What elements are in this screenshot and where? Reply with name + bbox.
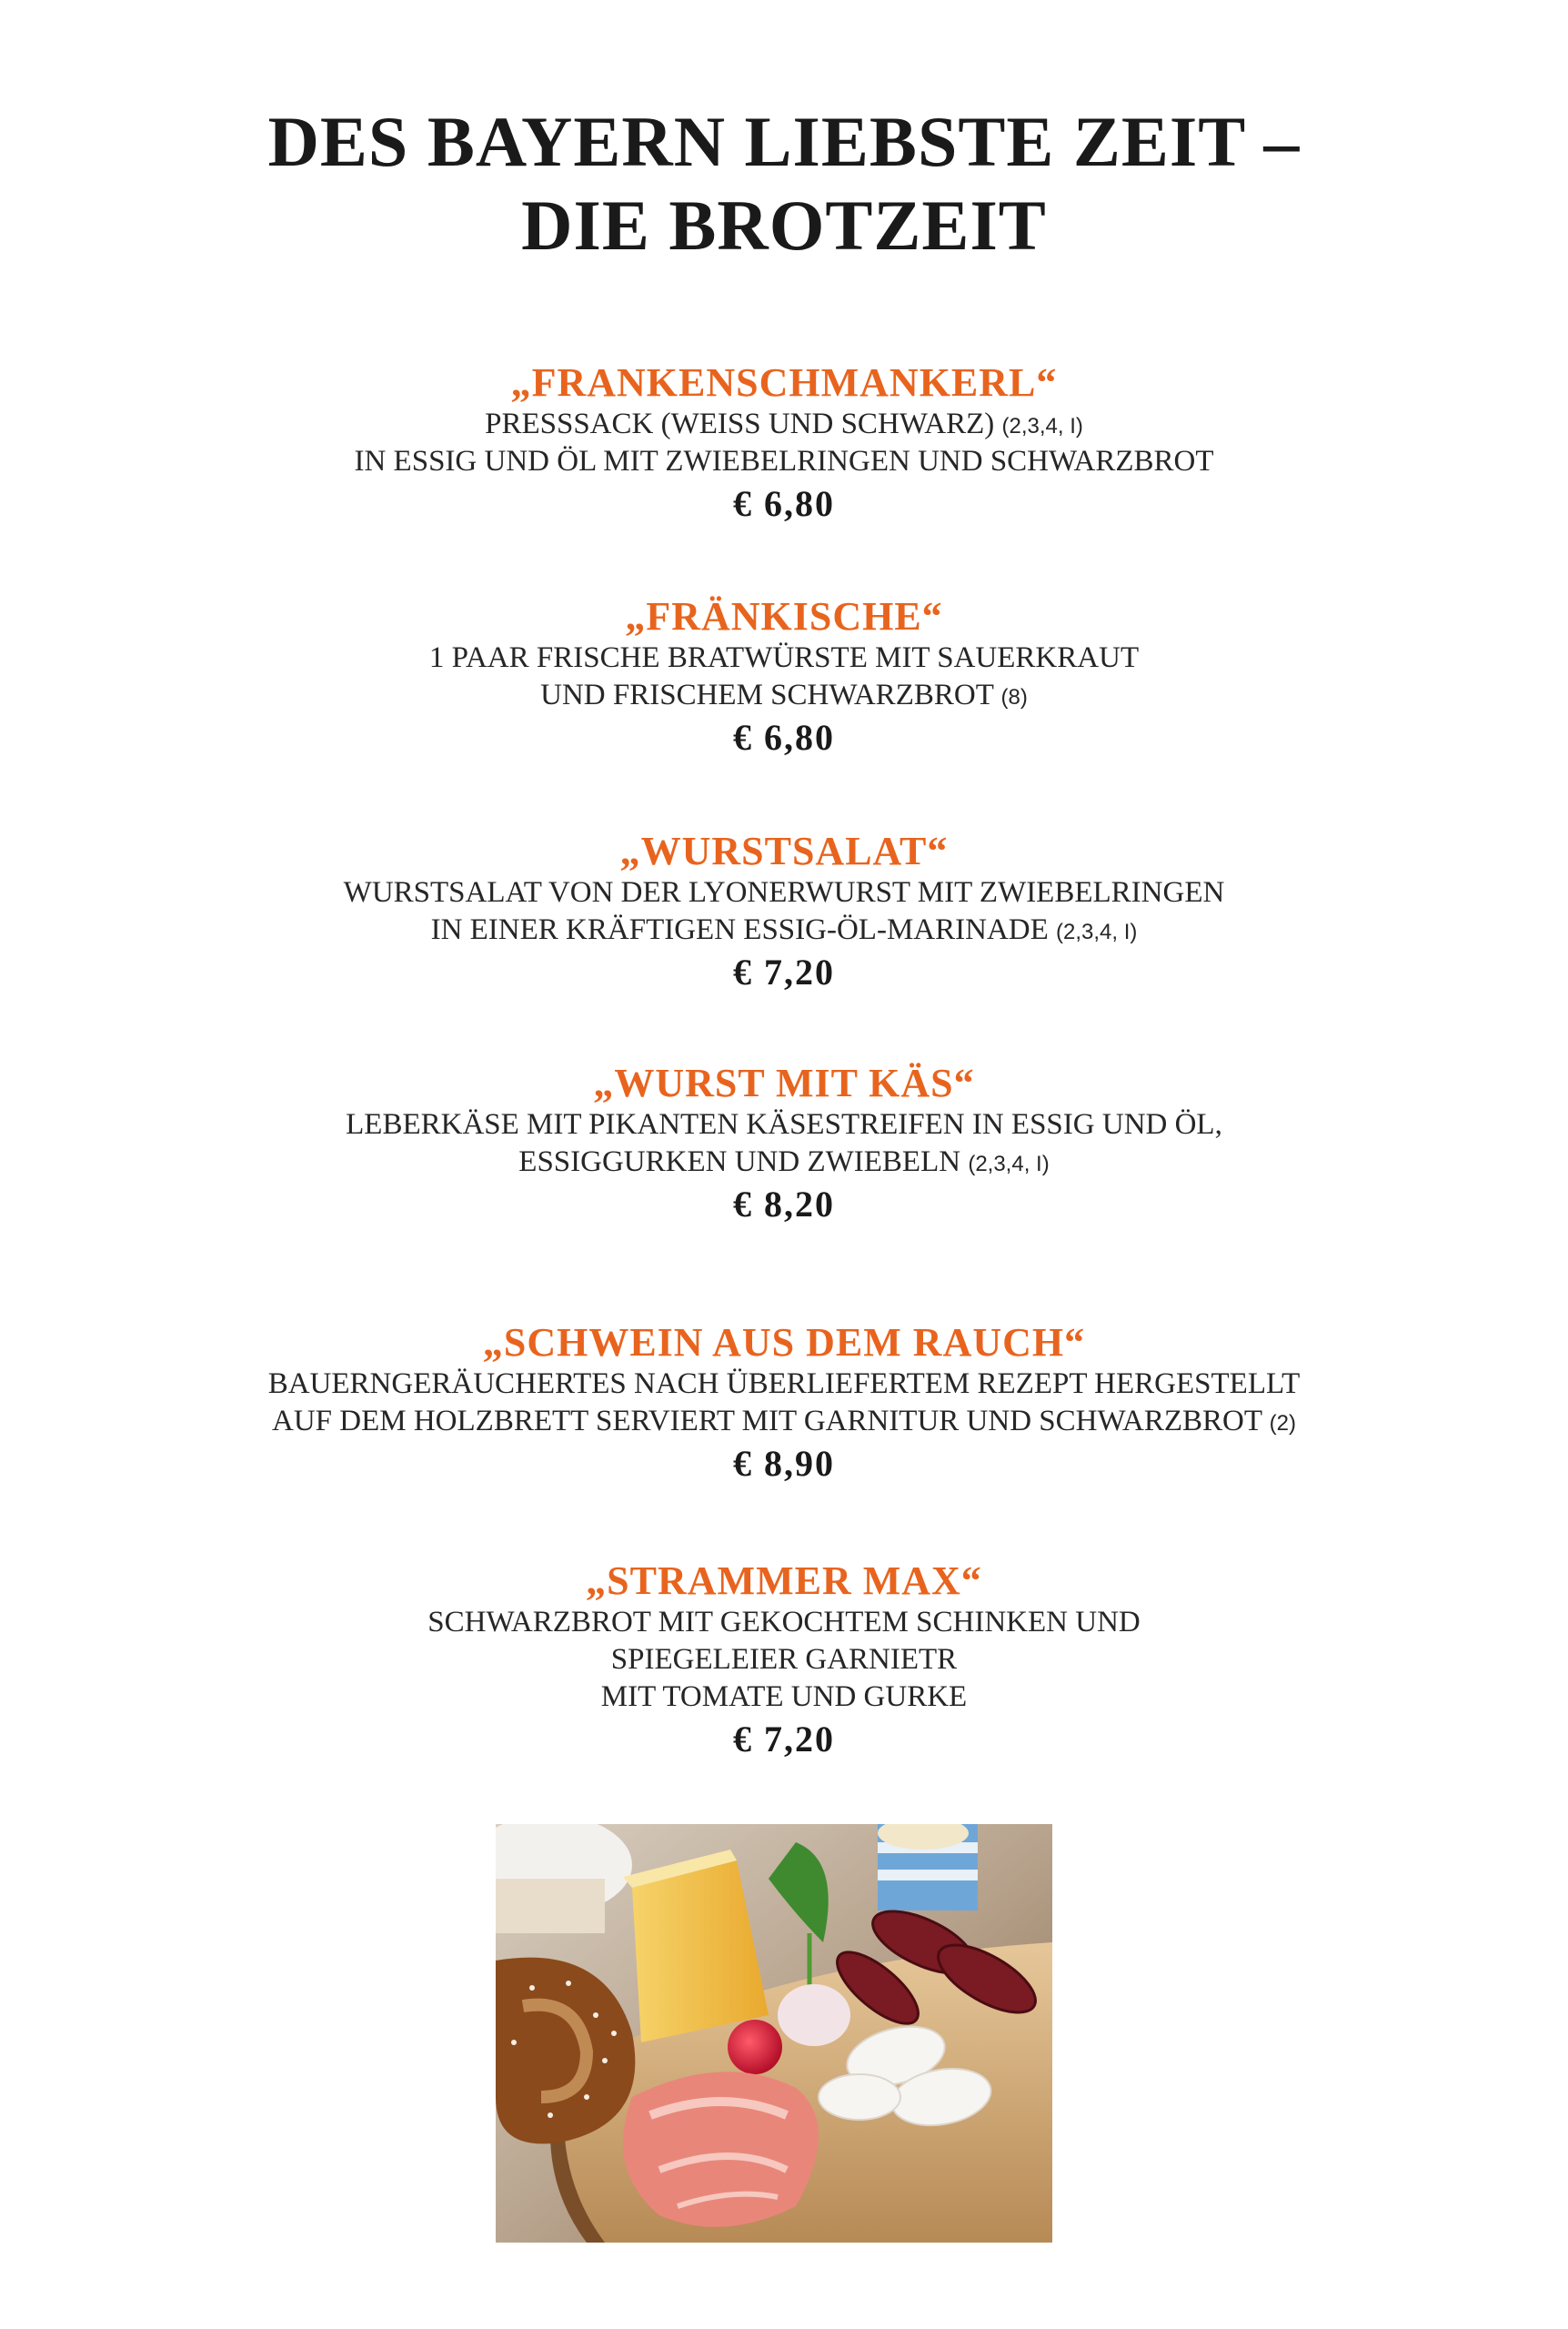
menu-item-description-line: AUF DEM HOLZBRETT SERVIERT MIT GARNITUR UND SCHWARZBROT (2) — [272, 1405, 1296, 1437]
menu-item-description-line: BAUERNGERÄUCHERTES NACH ÜBERLIEFERTEM REZEPT HERGESTELLT — [267, 1367, 1301, 1400]
menu-item-description-line: UND FRISCHEM SCHWARZBROT (8) — [540, 679, 1028, 711]
menu-item-description-line: IN EINER KRÄFTIGEN ESSIG-ÖL-MARINADE (2,3,4, I) — [430, 913, 1138, 946]
menu-item-frankenschmankerl — [0, 359, 1568, 527]
brotzeit-food-photo — [496, 1824, 1052, 2243]
allergen-codes: (2,3,4, I) — [968, 1152, 1050, 1176]
menu-item-description-line: SCHWARZBROT MIT GEKOCHTEM SCHINKEN UND — [427, 1606, 1141, 1638]
menu-item-description-line: 1 PAAR FRISCHE BRATWÜRSTE MIT SAUERKRAUT — [428, 641, 1140, 674]
menu-item-description-line: IN ESSIG UND ÖL MIT ZWIEBELRINGEN UND SCHWARZBROT — [354, 445, 1214, 478]
menu-item-name: „WURST MIT KÄS“ — [593, 1061, 975, 1105]
page-title — [0, 100, 1568, 267]
menu-item-price: € 6,80 — [733, 483, 835, 524]
allergen-codes: (2,3,4, I) — [1056, 920, 1138, 944]
menu-item-description-line: ESSIGGURKEN UND ZWIEBELN (2,3,4, I) — [518, 1145, 1050, 1178]
menu-item-fraenkische — [0, 593, 1568, 761]
menu-item-name: „FRANKENSCHMANKERL“ — [510, 360, 1058, 405]
menu-item-description-line: WURSTSALAT VON DER LYONERWURST MIT ZWIEBELRINGEN — [343, 876, 1225, 909]
menu-item-wurstsalat — [0, 828, 1568, 995]
menu-item-price: € 8,90 — [733, 1443, 835, 1484]
menu-item-description-line: SPIEGELEIER GARNIETR — [610, 1643, 958, 1676]
allergen-codes: (2,3,4, I) — [1001, 414, 1083, 439]
menu-item-wurst-mit-kaes — [0, 1060, 1568, 1227]
allergen-codes: (2) — [1269, 1411, 1296, 1436]
menu-item-name: „STRAMMER MAX“ — [586, 1558, 982, 1603]
menu-item-description-line: LEBERKÄSE MIT PIKANTEN KÄSESTREIFEN IN ESSIG UND ÖL, — [346, 1108, 1222, 1141]
menu-item-price: € 7,20 — [733, 952, 835, 993]
allergen-codes: (8) — [1000, 685, 1028, 710]
page-title-line-2: DIE BROTZEIT — [521, 186, 1047, 265]
menu-item-schwein-aus-dem-rauch — [0, 1319, 1568, 1487]
menu-item-name: „FRÄNKISCHE“ — [625, 594, 943, 639]
page-title-line-1: DES BAYERN LIEBSTE ZEIT – — [267, 102, 1301, 181]
menu-item-description-line: MIT TOMATE UND GURKE — [600, 1680, 968, 1713]
menu-item-name: „SCHWEIN AUS DEM RAUCH“ — [482, 1320, 1086, 1365]
menu-item-price: € 6,80 — [733, 717, 835, 758]
menu-item-price: € 8,20 — [733, 1184, 835, 1225]
menu-item-name: „WURSTSALAT“ — [619, 829, 949, 873]
menu-item-description-line: PRESSSACK (WEISS UND SCHWARZ) (2,3,4, I) — [485, 408, 1083, 440]
menu-item-price: € 7,20 — [733, 1719, 835, 1759]
menu-item-strammer-max — [0, 1558, 1568, 1762]
